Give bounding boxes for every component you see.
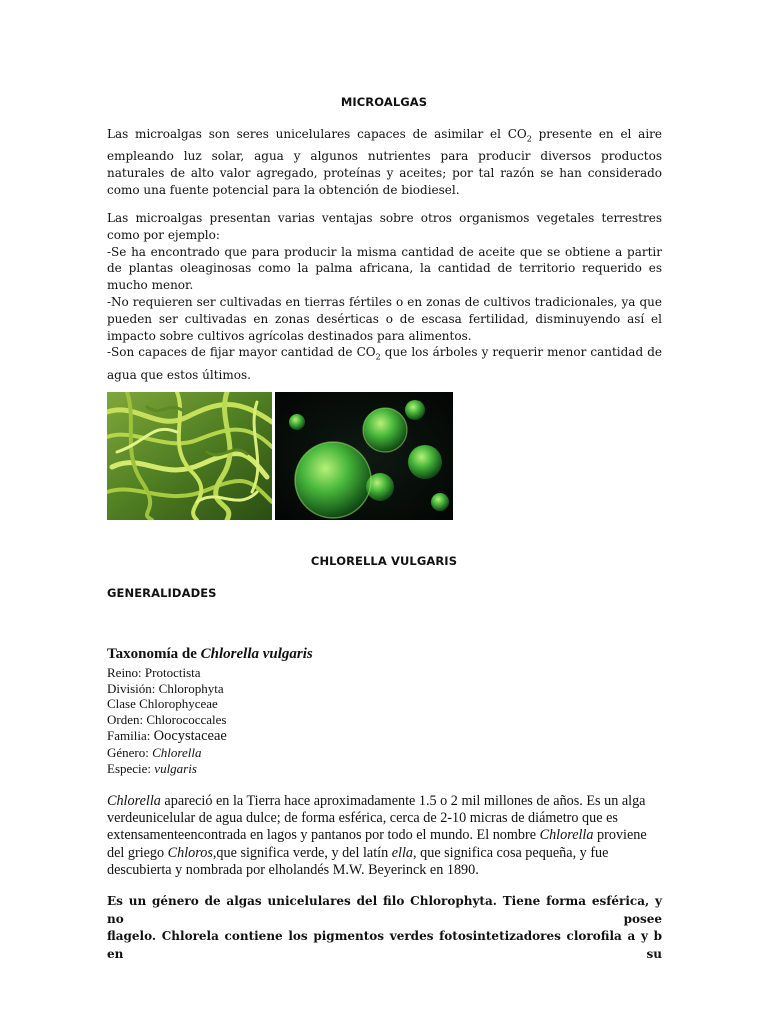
taxonomy-especie: Especie: vulgaris [107,760,197,776]
advantage-item-1: -Se ha encontrado que para producir la misma cantidad de aceite que se obtiene a partir de plantas oleaginosas como la palma africana, la cantidad de territorio requerido es mucho menor. [107,244,662,293]
genus-paragraph [107,893,662,963]
taxonomy-clase: Clase Chlorophyceae [107,696,218,712]
advantages-block [107,210,662,383]
genus-line-2: flagelo. Chlorela contiene los pigmentos verdes fotosintetizadores clorofila a y b en su [107,929,662,961]
advantage-item-2: -No requieren ser cultivadas en tierras fértiles o en zonas de cultivos tradicionales, ya que pueden ser cultivadas en zonas desérticas o de escasa fertilidad, disminuyendo así el impacto sobre cultivos agrícolas destinados para alimentos. [107,294,662,343]
taxonomy-genero: Género: Chlorella [107,744,202,760]
chlorella-cells-photo [275,392,453,520]
page-title: MICROALGAS [340,95,428,109]
taxonomy-familia: Familia: Oocystaceae [107,727,227,744]
genus-line-1: Es un género de algas unicelulares del filo Chlorophyta. Tiene forma esférica, y no posee [107,894,662,926]
history-paragraph: Chlorella apareció en la Tierra hace aproximadamente 1.5 o 2 mil millones de años. Es un alga verdeunicelular de agua dulce; de forma esférica, cerca de 2-10 micras de diámetro que es extensamenteencontrada en lagos y pantanos por todo el mundo. El nombre Chlorella proviene del griego Chloros,que significa verde, y del latín ella, que significa cosa pequeña, y fue descubierta y nombrada por elholandés M.W. Beyerinck en 1890. [107,793,647,878]
advantage-item-3: -Son capaces de fijar mayor cantidad de $CO_2$ que los árboles y requerir menor cantidad de agua que estos últimos. [107,345,662,382]
seaweed-photo [107,392,272,520]
subsection-title: GENERALIDADES [107,586,217,600]
taxonomy-title: Taxonomía de Chlorella vulgaris [107,646,313,662]
taxonomy-division: División: Chlorophyta [107,680,224,696]
intro-paragraph: Las microalgas son seres unicelulares capaces de asimilar el $CO_2$ presente en el aire empleando luz solar, agua y algunos nutrientes para producir diversos productos naturales de alto valor agregado, proteínas y aceites; por tal razón se han considerado como una fuente potencial para la obtención de biodiesel. [107,127,662,197]
advantages-lead: Las microalgas presentan varias ventajas sobre otros organismos vegetales terrestres como por ejemplo: [107,211,662,242]
section-title: CHLORELLA VULGARIS [310,554,458,568]
taxonomy-reino: Reino: Protoctista [107,664,201,680]
taxonomy-block [107,647,507,776]
taxonomy-orden: Orden: Chlorococcales [107,712,227,728]
